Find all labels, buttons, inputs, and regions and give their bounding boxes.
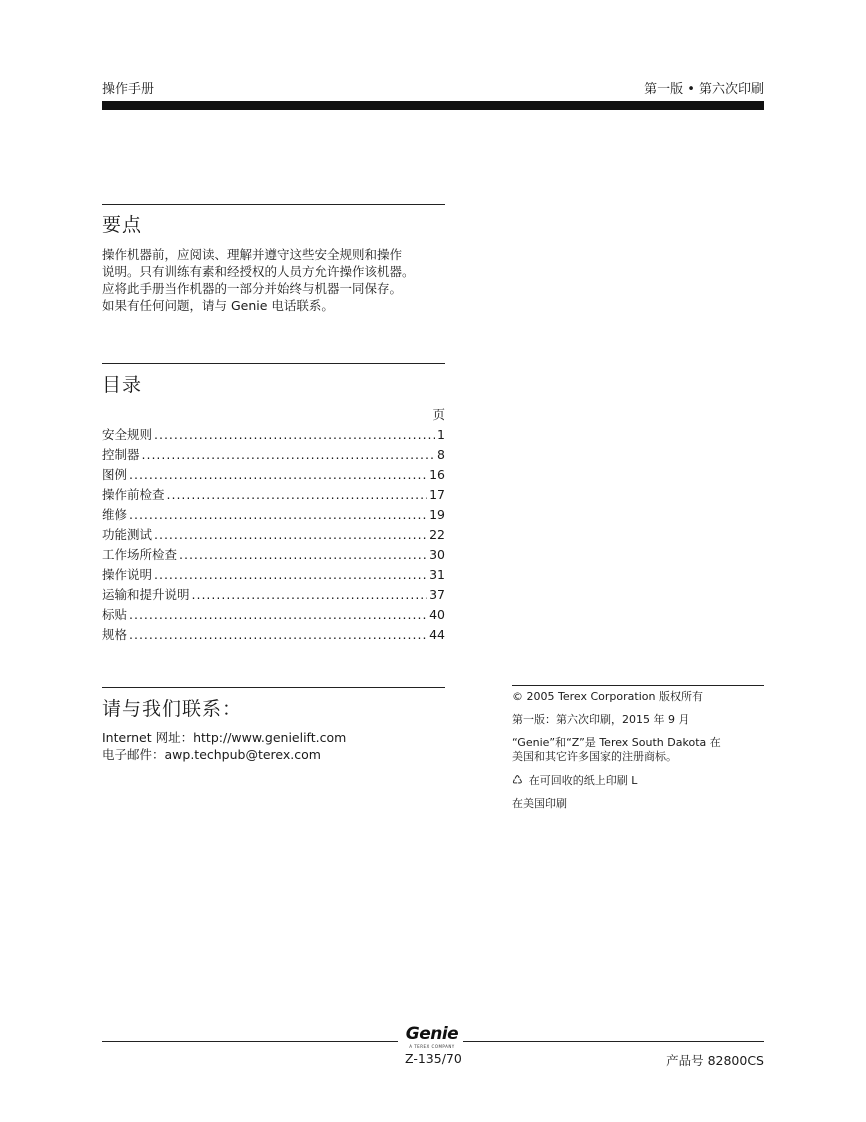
toc-entry-label: 工作场所检查: [102, 547, 178, 562]
header-edition: 第一版 • 第六次印刷: [644, 82, 764, 97]
genie-logo-text: Genie: [405, 1024, 459, 1044]
toc-leader: [129, 625, 427, 645]
toc-entry[interactable]: [102, 505, 445, 525]
toc-entry-label: 图例: [102, 467, 128, 482]
important-rule: [102, 204, 445, 205]
important-text: [102, 246, 447, 314]
toc-entry-label: 功能测试: [102, 527, 153, 542]
toc-entry[interactable]: [102, 565, 445, 585]
toc-leader: [167, 485, 428, 505]
toc-entry[interactable]: [102, 625, 445, 645]
important-line: 说明。只有训练有素和经授权的人员方允许操作该机器。: [102, 264, 415, 279]
toc-entry-page: 40: [429, 607, 445, 622]
toc-entry[interactable]: [102, 485, 445, 505]
footer-rule-right: [463, 1041, 764, 1042]
edition-date: 第一版：第六次印刷，2015 年 9 月: [512, 713, 690, 726]
toc-entry[interactable]: [102, 445, 445, 465]
toc-leader: [154, 565, 427, 585]
toc-rule: [102, 363, 445, 364]
trademark-notice: [512, 736, 764, 764]
recycled-paper-text: 在可回收的纸上印刷 L: [528, 774, 638, 787]
toc-entry-label: 标贴: [102, 607, 128, 622]
trademark-line: “Genie”和“Z”是 Terex South Dakota 在: [512, 736, 721, 749]
toc-entry[interactable]: [102, 425, 445, 445]
trademark-line: 美国和其它许多国家的注册商标。: [512, 750, 677, 763]
toc-entry-page: 8: [437, 447, 445, 462]
toc-entry-label: 运输和提升说明: [102, 587, 190, 602]
contact-rule: [102, 687, 445, 688]
toc-entry-label: 维修: [102, 507, 128, 522]
toc-leader: [142, 445, 436, 465]
toc-leader: [129, 465, 427, 485]
toc-page-label: 页: [432, 407, 445, 422]
contact-info: [102, 729, 447, 763]
genie-logo-subtitle: A TEREX COMPANY: [409, 1044, 455, 1049]
toc-entry-page: 1: [437, 427, 445, 442]
toc-entry-page: 19: [429, 507, 445, 522]
toc-entry-label: 安全规则: [102, 427, 153, 442]
header-manual-title: 操作手册: [102, 82, 155, 97]
toc-entry-page: 17: [429, 487, 445, 502]
genie-logo: [404, 1024, 460, 1049]
toc-entry-label: 操作说明: [102, 567, 153, 582]
toc-leader: [154, 425, 435, 445]
footer-rule-left: [102, 1041, 398, 1042]
toc-entry-label: 控制器: [102, 447, 140, 462]
important-heading: 要点: [102, 214, 143, 236]
toc-list: [102, 405, 445, 645]
toc-heading: 目录: [102, 374, 143, 396]
toc-entry-label: 操作前检查: [102, 487, 165, 502]
toc-entry[interactable]: [102, 545, 445, 565]
toc-leader: [192, 585, 428, 605]
toc-entry-page: 30: [429, 547, 445, 562]
toc-entry-page: 16: [429, 467, 445, 482]
contact-website[interactable]: Internet 网址：http://www.genielift.com: [102, 730, 347, 745]
toc-leader: [179, 545, 427, 565]
important-line: 如果有任何问题，请与 Genie 电话联系。: [102, 298, 334, 313]
footer-model: Z-135/70: [405, 1051, 462, 1066]
toc-entry[interactable]: [102, 465, 445, 485]
copyright-line: © 2005 Terex Corporation 版权所有: [512, 690, 703, 703]
footer-product-number: 产品号 82800CS: [666, 1053, 764, 1068]
toc-entry[interactable]: [102, 605, 445, 625]
printed-in-usa: 在美国印刷: [512, 797, 567, 810]
toc-entry-label: 规格: [102, 627, 128, 642]
toc-entry-page: 22: [429, 527, 445, 542]
important-line: 应将此手册当作机器的一部分并始终与机器一同保存。: [102, 281, 403, 296]
toc-leader: [154, 525, 427, 545]
toc-entry-page: 44: [429, 627, 445, 642]
toc-entry[interactable]: [102, 525, 445, 545]
contact-email[interactable]: 电子邮件：awp.techpub@terex.com: [102, 747, 321, 762]
header-bar: [102, 101, 764, 110]
toc-entry[interactable]: [102, 585, 445, 605]
contact-heading: 请与我们联系：: [102, 698, 243, 720]
toc-leader: [129, 605, 427, 625]
important-line: 操作机器前，应阅读、理解并遵守这些安全规则和操作: [102, 247, 403, 262]
copyright-rule: [512, 685, 764, 686]
toc-entry-page: 31: [429, 567, 445, 582]
toc-leader: [129, 505, 427, 525]
recycle-icon: ♺: [512, 773, 523, 787]
recycled-paper-notice: [512, 773, 764, 788]
toc-entry-page: 37: [429, 587, 445, 602]
